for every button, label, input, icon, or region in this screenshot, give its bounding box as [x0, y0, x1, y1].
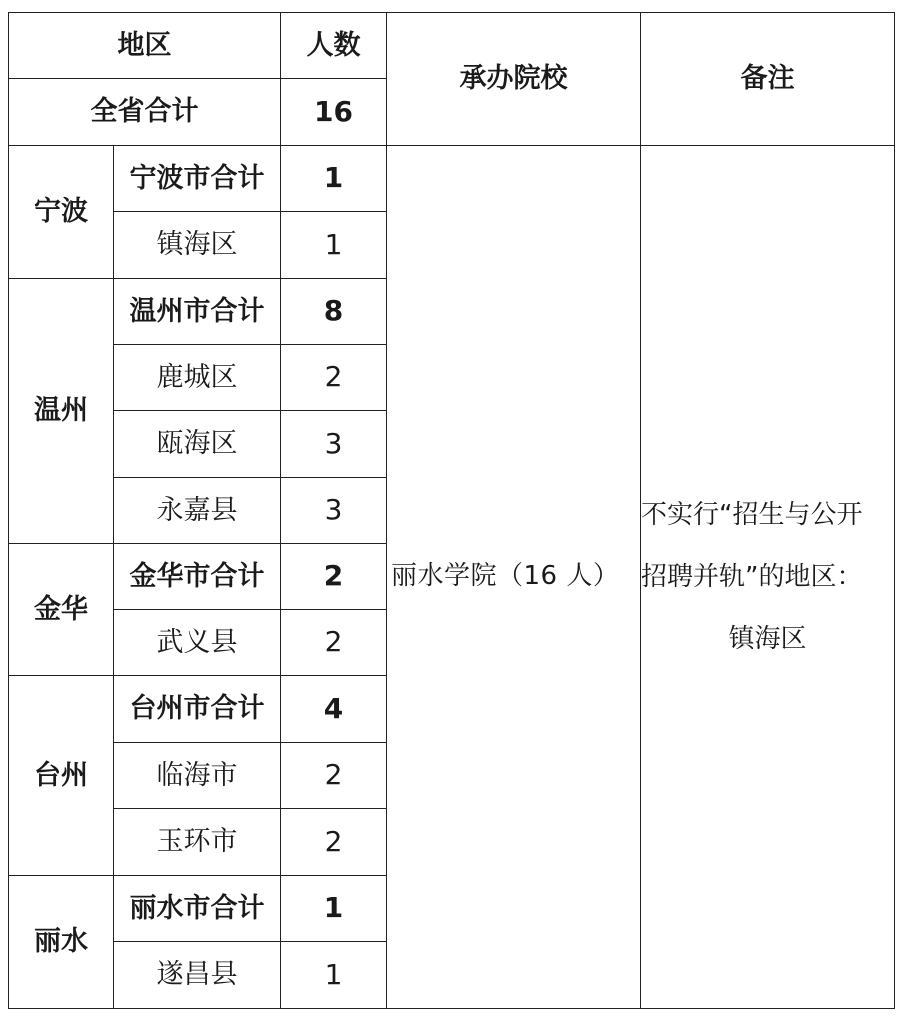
district-label: 玉环市	[114, 809, 281, 876]
city-total-label: 丽水市合计	[114, 876, 281, 942]
province-total-label: 全省合计	[9, 79, 281, 146]
city-total-label: 温州市合计	[114, 279, 281, 345]
city-total-count: 8	[281, 279, 387, 345]
district-count: 2	[281, 610, 387, 676]
district-label: 武义县	[114, 610, 281, 676]
district-count: 1	[281, 212, 387, 279]
city-total-label: 金华市合计	[114, 544, 281, 610]
header-region: 地区	[9, 13, 281, 79]
remark-line: 不实行“招生与公开	[641, 500, 863, 530]
remark-line: 招聘并轨”的地区：	[641, 562, 863, 592]
city-total-count: 4	[281, 676, 387, 743]
district-count: 3	[281, 411, 387, 478]
city-total-label: 宁波市合计	[114, 146, 281, 212]
district-label: 永嘉县	[114, 478, 281, 544]
city-total-count: 1	[281, 876, 387, 942]
region-jinhua: 金华	[9, 544, 114, 676]
header-remark: 备注	[641, 13, 895, 146]
district-label: 遂昌县	[114, 942, 281, 1009]
region-lishui: 丽水	[9, 876, 114, 1009]
district-count: 1	[281, 942, 387, 1009]
college-cell: 丽水学院（16 人）	[387, 146, 641, 1009]
district-count: 2	[281, 345, 387, 411]
quota-table	[8, 12, 895, 1009]
city-total-label: 台州市合计	[114, 676, 281, 743]
district-count: 3	[281, 478, 387, 544]
remark-line: 镇海区	[728, 624, 807, 654]
district-label: 镇海区	[114, 212, 281, 279]
province-total-count: 16	[281, 79, 387, 146]
header-college: 承办院校	[387, 13, 641, 146]
district-label: 瓯海区	[114, 411, 281, 478]
region-taizhou: 台州	[9, 676, 114, 876]
district-label: 临海市	[114, 743, 281, 809]
district-count: 2	[281, 809, 387, 876]
header-count: 人数	[281, 13, 387, 79]
region-ningbo: 宁波	[9, 146, 114, 279]
region-wenzhou: 温州	[9, 279, 114, 544]
city-total-count: 2	[281, 544, 387, 610]
city-total-count: 1	[281, 146, 387, 212]
district-count: 2	[281, 743, 387, 809]
district-label: 鹿城区	[114, 345, 281, 411]
remark-cell	[641, 146, 895, 1009]
